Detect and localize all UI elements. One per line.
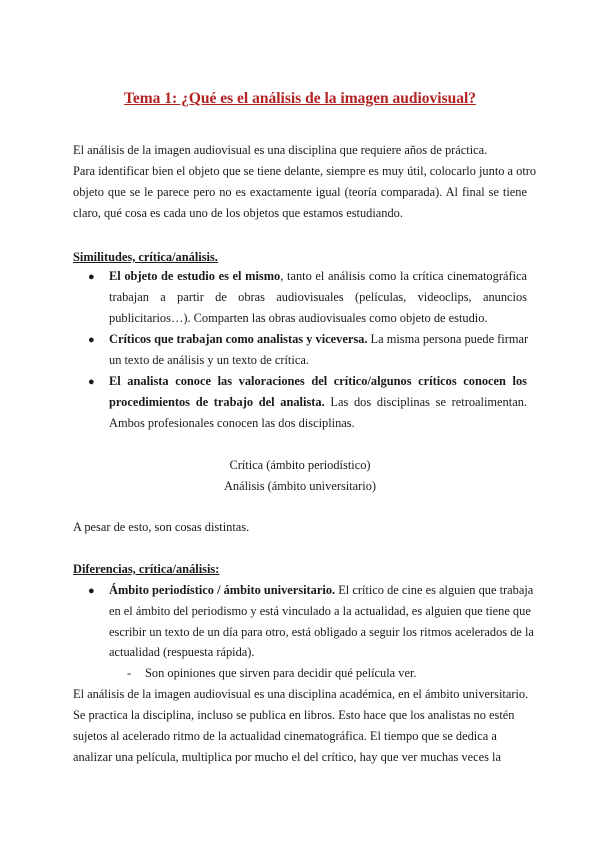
bullet-bold: El objeto de estudio es el mismo [109, 269, 281, 283]
bullet-text: , tanto el análisis como la crítica cinematográfica [280, 269, 528, 283]
section-heading-similitudes: Similitudes, crítica/análisis. [73, 250, 218, 264]
dash-marker: - [127, 666, 132, 680]
bullet-bold: Ámbito periodístico / ámbito universitario. [109, 583, 336, 597]
bullet-item [109, 332, 527, 347]
bullet-text: un texto de análisis y un texto de crítica. [109, 353, 309, 367]
bullet-icon: ● [88, 334, 95, 346]
bullet-text: Las dos disciplinas se retroalimentan. [324, 395, 527, 409]
centered-line: Análisis (ámbito universitario) [223, 479, 377, 493]
section-heading-diferencias: Diferencias, crítica/análisis: [73, 562, 220, 576]
paragraph-line: sujetos al acelerado ritmo de la actualidad cinematográfica. El tiempo que se dedica a [73, 729, 497, 743]
intro-line: Para identificar bien el objeto que se tiene delante, siempre es muy útil, colocarlo junto a otro [73, 164, 537, 178]
sub-item-text: Son opiniones que sirven para decidir qué película ver. [145, 666, 417, 680]
bullet-bold: Críticos que trabajan como analistas y viceversa. [109, 332, 368, 346]
bullet-icon: ● [88, 271, 95, 283]
bullet-text: trabajan a partir de obras audiovisuales (películas, videoclips, anuncios [109, 290, 527, 304]
intro-line: objeto que se le parece pero no es exactamente igual (teoría comparada). Al final se tiene [73, 185, 527, 199]
bullet-text: actualidad (respuesta rápida). [109, 645, 255, 659]
bullet-text: publicitarios…). Comparten las obras audiovisuales como objeto de estudio. [109, 311, 488, 325]
bullet-item [109, 269, 527, 284]
paragraph-line: El análisis de la imagen audiovisual es una disciplina académica, en el ámbito universitario. [73, 687, 529, 701]
paragraph-line: Se practica la disciplina, incluso se publica en libros. Esto hace que los analistas no estén [73, 708, 515, 722]
bullet-icon: ● [88, 376, 95, 388]
bullet-bold: procedimientos de trabajo del analista. [109, 395, 325, 409]
bullet-text: en el ámbito del periodismo y está vinculado a la actualidad, es alguien que tiene que [109, 604, 531, 618]
page-title: Tema 1: ¿Qué es el análisis de la imagen audiovisual? [123, 90, 477, 107]
bullet-icon: ● [88, 585, 95, 597]
intro-line: claro, qué cosa es cada uno de los objetos que estamos estudiando. [73, 206, 403, 220]
bullet-text: El crítico de cine es alguien que trabaja [335, 583, 534, 597]
bullet-item [109, 395, 527, 410]
bullet-bold: El analista conoce las valoraciones del crítico/algunos críticos conocen los [109, 374, 527, 388]
paragraph-line: analizar una película, multiplica por mucho el del crítico, hay que ver muchas veces la [73, 750, 501, 764]
bullet-text: La misma persona puede firmar [367, 332, 529, 346]
intro-line: El análisis de la imagen audiovisual es una disciplina que requiere años de práctica. [73, 143, 488, 157]
bullet-text: Ambos profesionales conocen las dos disciplinas. [109, 416, 355, 430]
bullet-text: escribir un texto de un día para otro, está obligado a seguir los ritmos acelerados de la [109, 625, 534, 639]
paragraph: A pesar de esto, son cosas distintas. [73, 520, 250, 534]
bullet-item [109, 583, 533, 598]
centered-line: Crítica (ámbito periodístico) [229, 458, 371, 472]
